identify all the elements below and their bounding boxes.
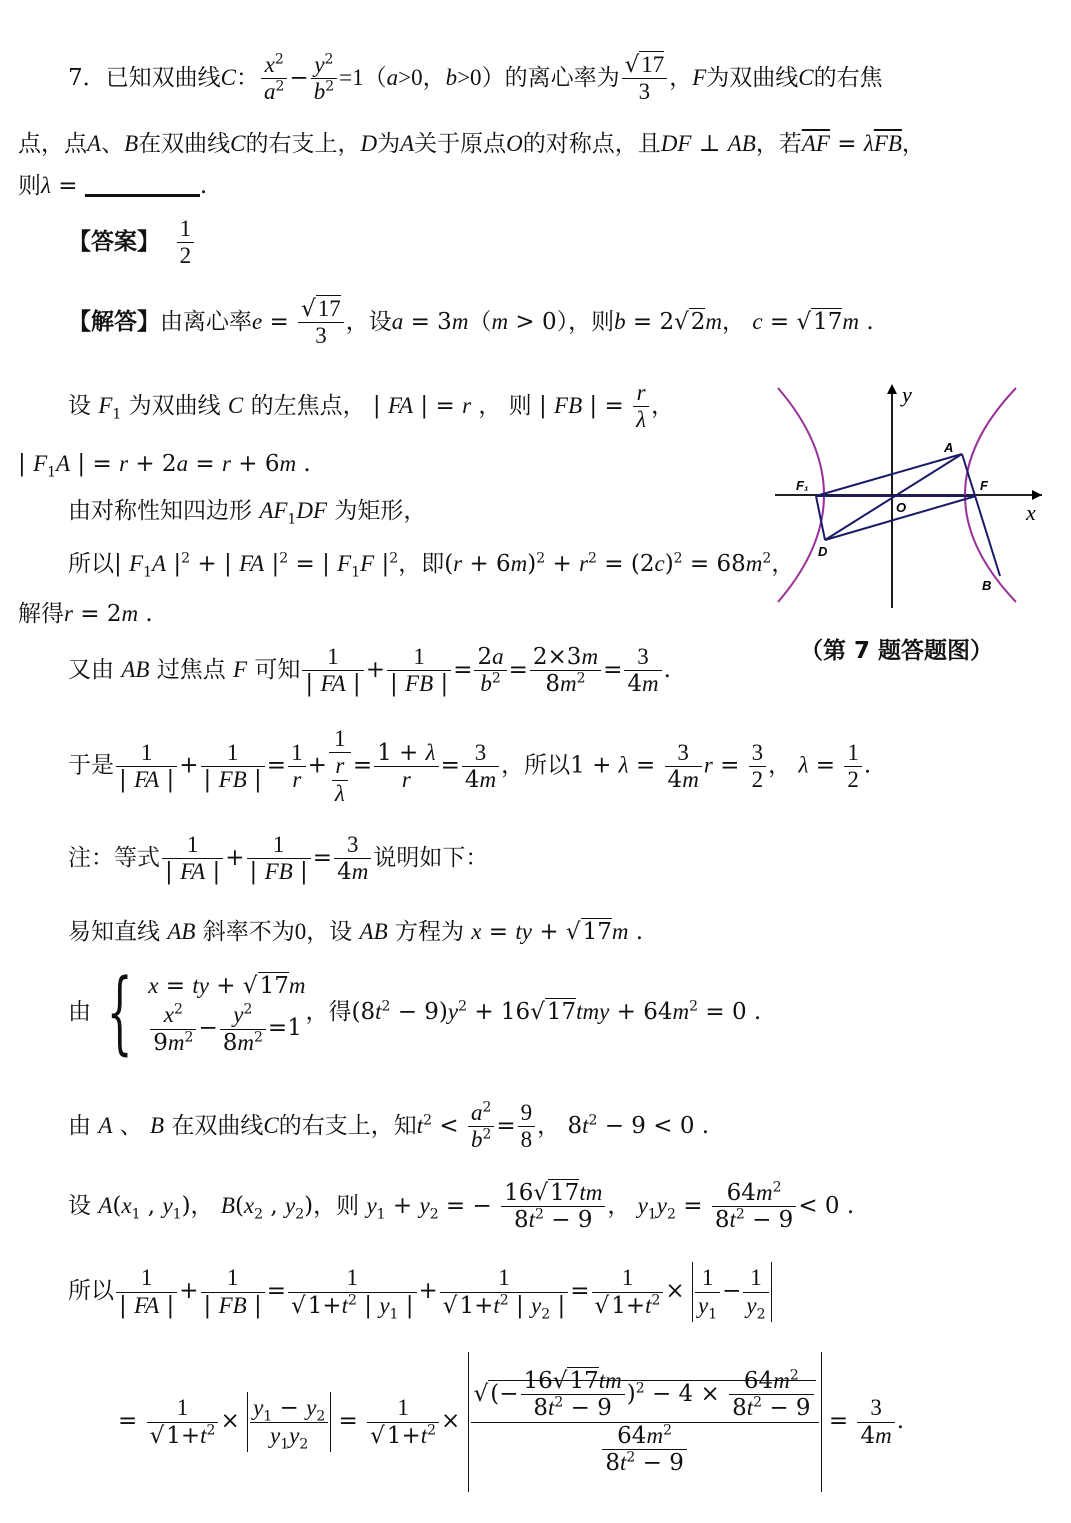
note-line: 注：等式 $\frac{1}{| FA |}$ + $\frac{1}{| FB |}$ = $\frac{3}{4m}$ 说明如下： bbox=[68, 832, 489, 886]
answer-line: 【答案】 $\frac{1}{2}$ bbox=[68, 216, 196, 270]
answer-blank bbox=[85, 194, 200, 197]
solution-line-4: 由对称性知四边形 $AF_1DF$ 为矩形， bbox=[68, 498, 427, 528]
label-x: x bbox=[1026, 500, 1036, 525]
solution-line-8: 于是 $\frac{1}{| FA |}$ + $\frac{1}{| FB |}$ = $\frac{1}{r}$ + $\frac{1}{\frac{r}{\lambda}}$ = $\frac{1 + \lambda}{r}$ = $\frac{3}{4m}$ ，所以1 + λ = $\frac{3}{4m}$ r = $\frac{3}{2}$ ， λ = $\frac{1}{2}$ . bbox=[68, 726, 872, 806]
label-F1: F₁ bbox=[796, 478, 809, 493]
label-y: y bbox=[902, 382, 912, 407]
note-line-3: 由 { x = ty + √17m $\frac{x^2}{9m^2}$ − $\frac{y^2}{8m^2}$ =1 ，得$(8t^2 - 9)y^2 + 16√17tmy + 64m^2 = 0$ . bbox=[68, 960, 762, 1065]
label-O: O bbox=[896, 500, 907, 515]
solution-line-5: 所以| $F_1A$ $|^2$ + | FA $|^2$ = | $F_1F$ $|^2$，即$(r + 6m)^2 + r^2 = (2c)^2 = 68m^2$， bbox=[68, 550, 795, 581]
solution-label: 【解答】 bbox=[68, 308, 160, 335]
problem-line-2: 点，点A、B在双曲线C的右支上，D为A关于原点O的对称点，且DF ⊥ AB，若$\overline{AF} = \lambda\overline{FB}$， bbox=[18, 131, 925, 157]
label-A: A bbox=[944, 440, 954, 455]
note-line-2: 易知直线 AB 斜率不为0，设 AB 方程为 x = ty + √17m . bbox=[68, 919, 644, 945]
solution-line-7: 又由 AB 过焦点 F 可知 $\frac{1}{| FA |}$ + $\frac{1}{| FB |}$ = $\frac{2a}{b^2}$ = $\frac{2\times 3m}{8m^2}$ = $\frac{3}{4m}$ . bbox=[68, 644, 671, 698]
segment-AF1 bbox=[816, 454, 962, 496]
problem-line-1: 7．已知双曲线C： $\frac{x^2}{a^2}$ − $\frac{y^2}{b^2}$ =1（a>0，b>0）的离心率为 $\frac{√17}{3}$ ，F为双曲线C的右焦 bbox=[68, 51, 883, 105]
label-F: F bbox=[980, 478, 988, 493]
label-D: D bbox=[818, 544, 828, 559]
x-axis-arrow bbox=[1032, 490, 1042, 500]
solution-line-2: 设 $F_1$ 为双曲线 C 的左焦点， | FA | = r ， 则 | FB | = $\frac{r}{\lambda}$ ， bbox=[68, 380, 675, 433]
answer-label: 【答案】 bbox=[68, 228, 160, 255]
note-line-4: 由 A 、 B 在双曲线C的右支上，知$t^2$ < $\frac{a^2}{b^2}$ = $\frac{9}{8}$ ， $8t^2 - 9 < 0$ . bbox=[68, 1099, 710, 1153]
problem-number: 7． bbox=[68, 64, 106, 91]
label-B: B bbox=[982, 578, 992, 593]
note-line-5: 设 $A(x_1$ , $y_1$)， $B(x_2$ , $y_2$)，则 $y_1 + y_2$ = − $\frac{16√17tm}{8t^2 - 9}$ ， $y_1y_2$ = $\frac{64m^2}{8t^2 - 9}$ < 0 . bbox=[68, 1179, 855, 1234]
solution-line-1: 【解答】由离心率e = $\frac{√17}{3}$ ，设a = 3m（m > 0），则b = 2√2m， c = √17m . bbox=[68, 296, 874, 349]
note-line-7: = $\frac{1}{√1+t^2}$ × $\frac{y_1 - y_2}{y_1y_2}$ = $\frac{1}{√1+t^2}$ × √(− $\frac{16√17tm}{8t^2 - 9}$ )$^2$ − 4 × $\frac{64m^2}{8t^2 - 9}$ $\frac{64m^2}{8t^2 - 9}$ = $\frac{3}{4m}$ . bbox=[118, 1352, 904, 1492]
solution-line-3: | $F_1A$ | = r + 2a = r + 6m . bbox=[18, 451, 311, 481]
hyperbola-figure bbox=[770, 380, 1050, 612]
note-line-6: 所以 $\frac{1}{| FA |}$ + $\frac{1}{| FB |}$ = $\frac{1}{√1+t^2 | y_1 |}$ + $\frac{1}{√1+t^2 | y_2 |}$ = $\frac{1}{√1+t^2}$ × $\frac{1}{y_1}$ − $\frac{1}{y_2}$ bbox=[68, 1262, 772, 1322]
problem-line-3: 则λ = . bbox=[18, 173, 208, 199]
solution-line-6: 解得r = 2m . bbox=[18, 601, 153, 627]
y-axis-arrow bbox=[887, 384, 897, 394]
figure-caption: （第 7 题答题图） bbox=[800, 638, 994, 664]
